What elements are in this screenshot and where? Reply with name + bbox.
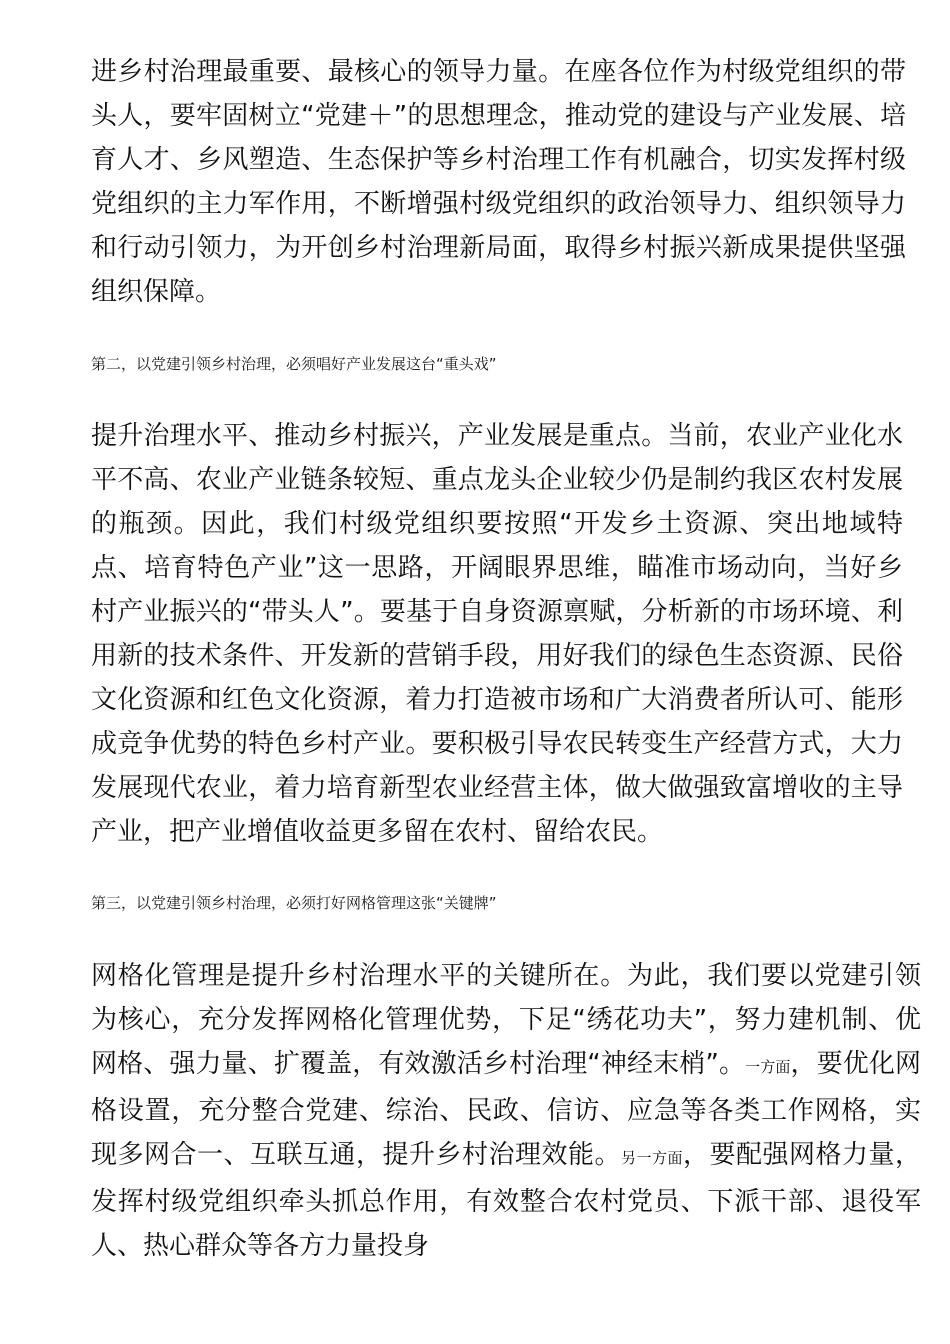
section-heading-3: 第三，以党建引领乡村治理，必须打好网格管理这张“关键牌” bbox=[91, 894, 497, 912]
section-heading-2: 第二，以党建引领乡村治理，必须唱好产业发展这台“重头戏” bbox=[91, 355, 497, 373]
paragraph-3-text-1: 网格化管理是提升乡村治理水平的关键所在。为此，我们要以党建引领为核心，充分发挥网格化管理优势，下足“绣花功夫”，努力建机制、优网格、强力量、扩覆盖，有效激活乡村治理“神经末梢”。 bbox=[91, 961, 921, 1079]
paragraph-3-marker-2: 另一方面 bbox=[620, 1149, 683, 1167]
document-page bbox=[91, 50, 921, 1268]
paragraph-3-text-3: ，要配强网格力量，发挥村级党组织牵头抓总作用，有效整合农村党员、下派干部、退役军人、热心群众等各方力量投身 bbox=[91, 1140, 921, 1261]
paragraph-3-text-2: ，要优化网格设置，充分整合党建、综治、民政、信访、应急等各类工作网格，实现多网合一、互联互通，提升乡村治理效能。 bbox=[91, 1049, 921, 1170]
paragraph-1: 进乡村治理最重要、最核心的领导力量。在座各位作为村级党组织的带头人，要牢固树立“党建＋”的思想理念，推动党的建设与产业发展、培育人才、乡风塑造、生态保护等乡村治理工作有机融合，切实发挥村级党组织的主力军作用，不断增强村级党组织的政治领导力、组织领导力和行动引领力，为开创乡村治理新局面，取得乡村振兴新成果提供坚强组织保障。 bbox=[91, 57, 906, 307]
paragraph-2: 提升治理水平、推动乡村振兴，产业发展是重点。当前，农业产业化水平不高、农业产业链条较短、重点龙头企业较少仍是制约我区农村发展的瓶颈。因此，我们村级党组织要按照“开发乡土资源、突出地域特点、培育特色产业”这一思路，开阔眼界思维，瞄准市场动向，当好乡村产业振兴的“带头人”。要基于自身资源禀赋，分析新的市场环境、利用新的技术条件、开发新的营销手段，用好我们的绿色生态资源、民俗文化资源和红色文化资源，着力打造被市场和广大消费者所认可、能形成竞争优势的特色乡村产业。要积极引导农民转变生产经营方式，大力发展现代农业，着力培育新型农业经营主体，做大做强致富增收的主导产业，把产业增值收益更多留在农村、留给农民。 bbox=[91, 421, 903, 847]
paragraph-3 bbox=[91, 954, 921, 1268]
paragraph-3-marker-1: 一方面 bbox=[745, 1058, 791, 1076]
